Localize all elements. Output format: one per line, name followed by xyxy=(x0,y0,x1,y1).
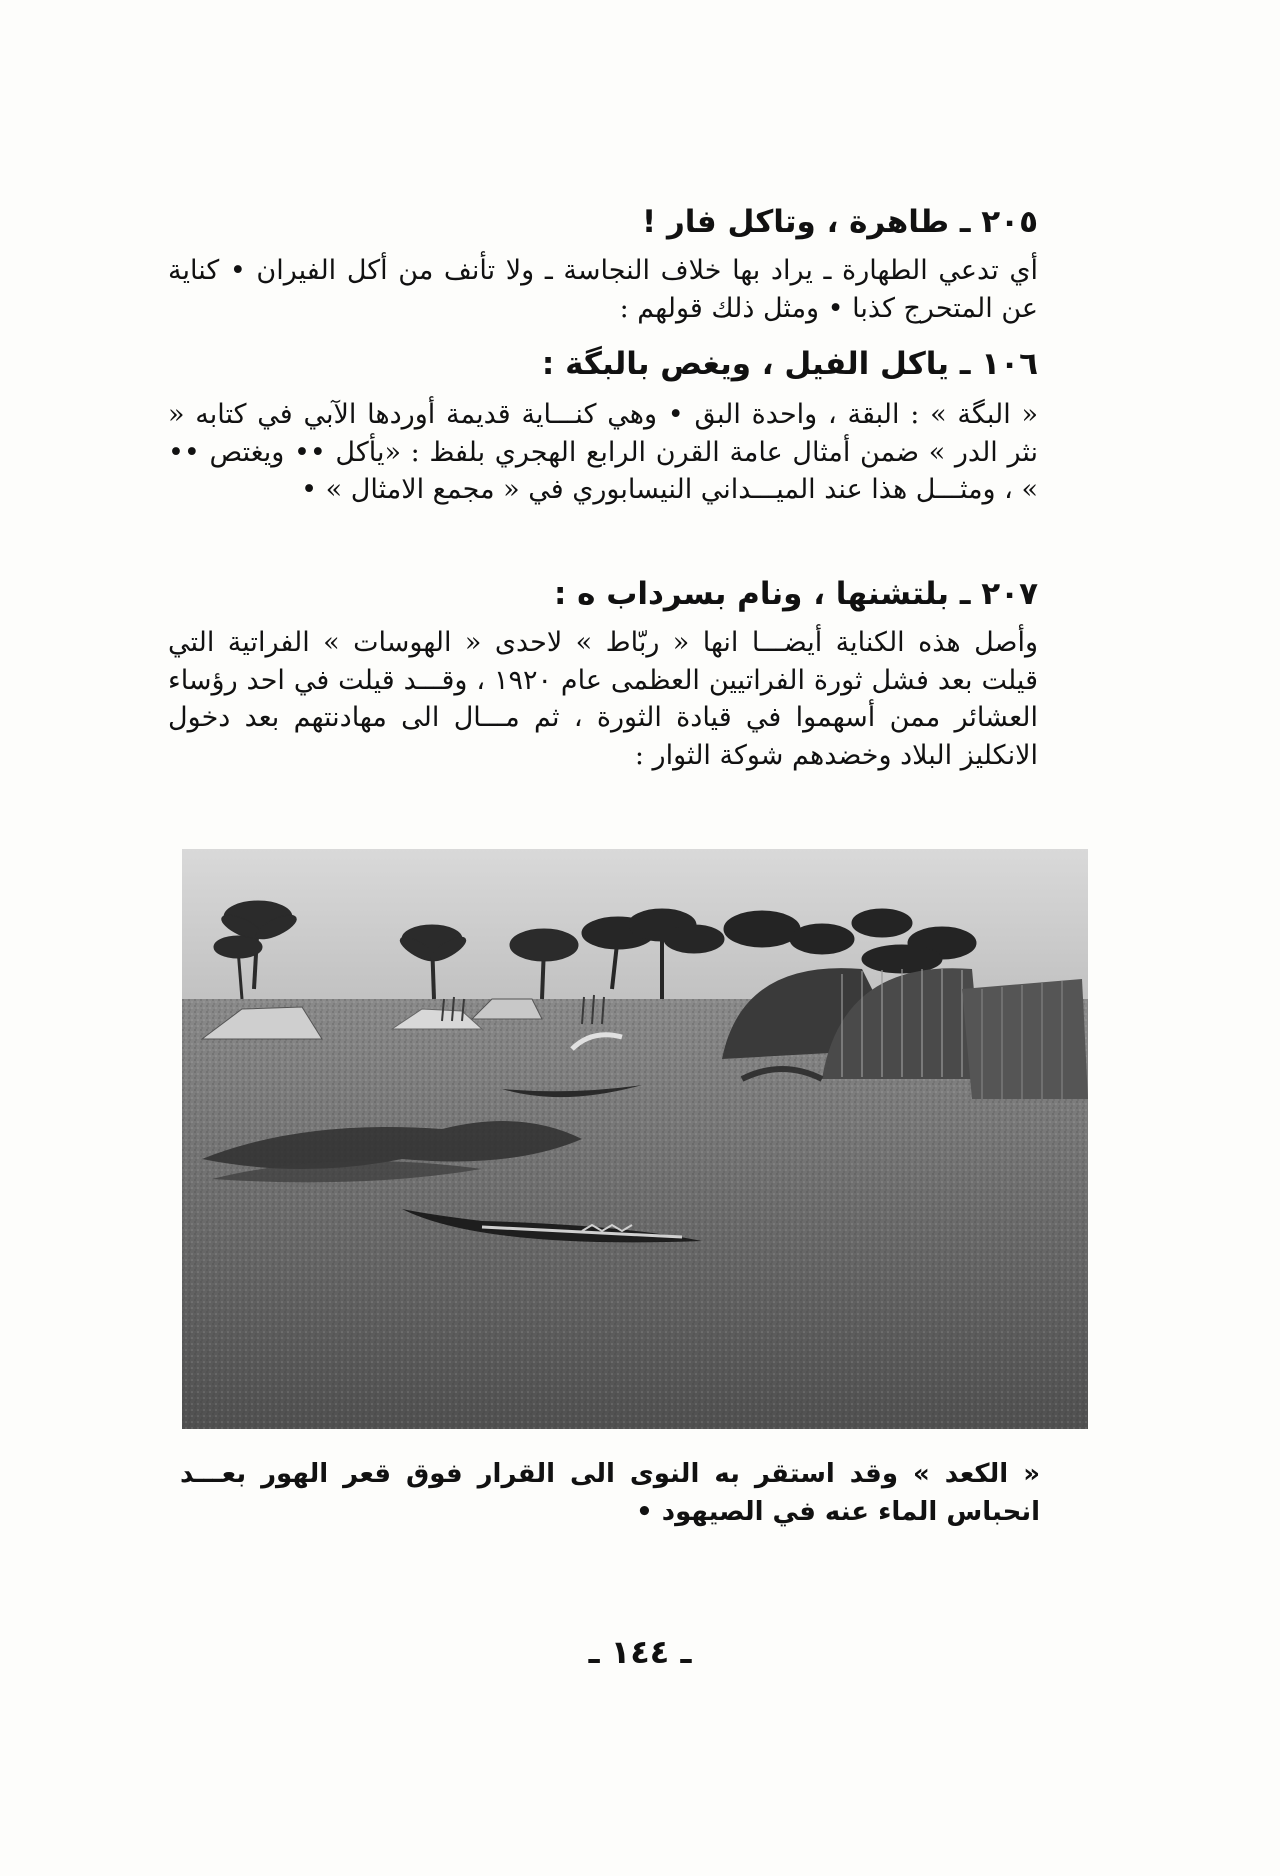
photo-illustration xyxy=(182,849,1088,1429)
photo-caption: « الكعد » وقد استقر به النوى الى القرار فوق قعر الهور بعـــد انحباس الماء عنه في الصيهود • xyxy=(180,1459,1040,1527)
entry-heading-205: ٢٠٥ ـ طاهرة ، وتاكل فار ! xyxy=(642,204,1038,240)
entry-body-205: أي تدعي الطهارة ـ يراد بها خلاف النجاسة ـ ولا تأنف من أكل الفيران • كناية عن المتحرج كذبا • ومثل ذلك قولهم : xyxy=(168,255,1038,324)
entry-heading-207: ٢٠٧ ـ بلتشنها ، ونام بسرداب ه : xyxy=(553,576,1038,612)
entry-body-106: « البگة » : البقة ، واحدة البق • وهي كنـــاية قديمة أوردها الآبي في كتابه « نثر الدر » ضمن أمثال عامة القرن الرابع الهجري بلفظ : «يأكل •• ويغتص •• » ، ومثـــل هذا عند الميـــداني النيسابوري في « مجمع الامثال » • xyxy=(168,399,1038,505)
entry-heading-106: ١٠٦ ـ ياكل الفيل ، ويغص بالبگة : xyxy=(541,346,1038,382)
entry-body-207: وأصل هذه الكناية أيضـــا انها « ربّاط » لاحدى « الهوسات » الفراتية التي قيلت بعد فشل ثورة الفراتيين العظمى عام ١٩٢٠ ، وقـــد قيلت في احد رؤساء العشائر ممن أسهموا في قيادة الثورة ، ثم مـــال الى مهادنتهم بعد دخول الانكليز البلاد وخضدهم شوكة الثوار : xyxy=(168,627,1038,771)
page-number: ـ ١٤٤ ـ xyxy=(588,1633,692,1671)
marsh-village-photo xyxy=(182,849,1088,1429)
